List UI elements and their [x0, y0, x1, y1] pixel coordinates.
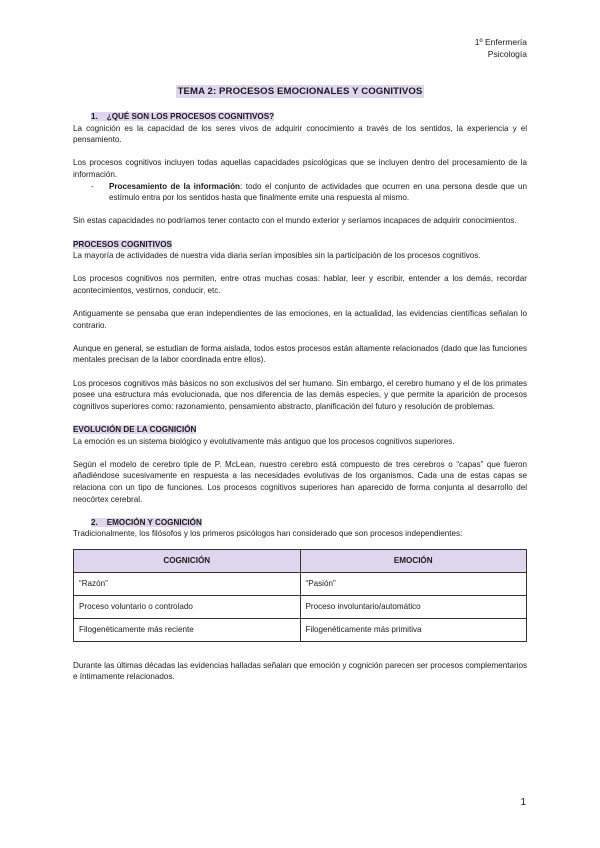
bullet-text: : todo el conjunto de actividades que ocurren en una persona desde que un estímulo entra por los sentidos hasta que finalmente emite una respuesta al mismo. [109, 181, 527, 203]
subheading-procesos-text: PROCESOS COGNITIVOS [73, 239, 172, 249]
subheading-evolucion-text: EVOLUCIÓN DE LA COGNICIÓN [73, 425, 197, 435]
comparison-table [73, 549, 527, 642]
subheading-procesos [73, 239, 527, 251]
page-header [475, 36, 527, 60]
header-course: 1º Enfermería [474, 37, 527, 47]
table-header-cell: EMOCIÓN [300, 549, 527, 572]
table-cell: Filogenéticamente más primitiva [300, 618, 527, 641]
table-cell: “Razón” [74, 572, 301, 595]
section-1-title: ¿QUÉ SON LOS PROCESOS COGNITIVOS? [106, 112, 275, 121]
section-2-heading [73, 517, 527, 529]
paragraph: La emoción es un sistema biológico y evolutivamente más antiguo que los procesos cognitivos superiores. [73, 436, 455, 446]
paragraph: Durante las últimas décadas las evidencias halladas señalan que emoción y cognición parecen ser procesos complementarios e íntimamente relacionados. [73, 660, 527, 682]
paragraph: Sin estas capacidades no podríamos tener contacto con el mundo exterior y seríamos incapaces de adquirir conocimientos. [73, 216, 517, 226]
table-cell: Filogenéticamente más reciente [74, 618, 301, 641]
document-title [0, 86, 600, 97]
paragraph: Tradicionalmente, los filósofos y los primeros psicólogos han considerado que son procesos independientes: [73, 529, 463, 539]
paragraph: Los procesos cognitivos incluyen todas aquellas capacidades psicológicas que se incluyen dentro del procesamiento de la información. [73, 158, 527, 179]
document-body [73, 111, 527, 683]
table-cell: Proceso voluntario o controlado [74, 595, 301, 618]
paragraph: Los procesos cognitivos más básicos no son exclusivos del ser humano. Sin embargo, el cerebro humano y el de los primates posee una estructura más evolucionada, que nos diferencia de las demás especies, y que permite la aparición de procesos cognitivos superiores como: razonamiento, pensamiento abstracto, planificación del futuro y resolución de problemas. [73, 378, 527, 411]
table-row [74, 572, 527, 595]
table-cell: Proceso involuntario/automático [300, 595, 527, 618]
paragraph: Aunque en general, se estudian de forma aislada, todos estos procesos están altamente relacionados (dado que las funciones mentales precisan de la labor coordinada entre ellos). [73, 343, 527, 365]
paragraph: Los procesos cognitivos nos permiten, entre otras muchas cosas: hablar, leer y escribir, entender a los demás, recordar acontecimientos, vestirnos, conducir, etc. [73, 274, 527, 295]
bullet-term: Procesamiento de la información [109, 181, 240, 191]
header-subject: Psicología [487, 49, 527, 59]
bullet-item [73, 181, 527, 204]
page-number: 1 [520, 797, 526, 808]
section-1-number: 1. [91, 112, 98, 121]
section-2-number: 2. [91, 517, 98, 527]
paragraph: La mayoría de actividades de nuestra vida diaria serían imposibles sin la participación de los procesos cognitivos. [73, 251, 481, 261]
bullet-dash: - [91, 181, 94, 191]
table-cell: “Pasión” [300, 572, 527, 595]
table-header-row [74, 549, 527, 572]
paragraph: Antiguamente se pensaba que eran independientes de las emociones, en la actualidad, las evidencias científicas señalan lo contrario. [73, 309, 527, 330]
paragraph: Según el modelo de cerebro tiple de P. McLean, nuestro cerebro está compuesto de tres cerebros o “capas” que fueron añadiéndose sucesivamente en respuesta a las necesidades evolutivas de los organismos. Cada una de estas capas se relaciona con un tipo de funciones. Los procesos cognitivos superiores han aparecido de forma conjunta al desarrollo del neocórtex cerebral. [73, 459, 527, 504]
table-row [74, 618, 527, 641]
table-header-cell: COGNICIÓN [74, 549, 301, 572]
table-row [74, 595, 527, 618]
paragraph: La cognición es la capacidad de los seres vivos de adquirir conocimiento a través de los sentidos, la experiencia y el pensamiento. [73, 123, 527, 145]
section-2-title: EMOCIÓN Y COGNICIÓN [106, 517, 202, 527]
section-1-heading [73, 111, 527, 123]
document-title-text: TEMA 2: PROCESOS EMOCIONALES Y COGNITIVOS [177, 86, 423, 97]
subheading-evolucion [73, 424, 527, 436]
